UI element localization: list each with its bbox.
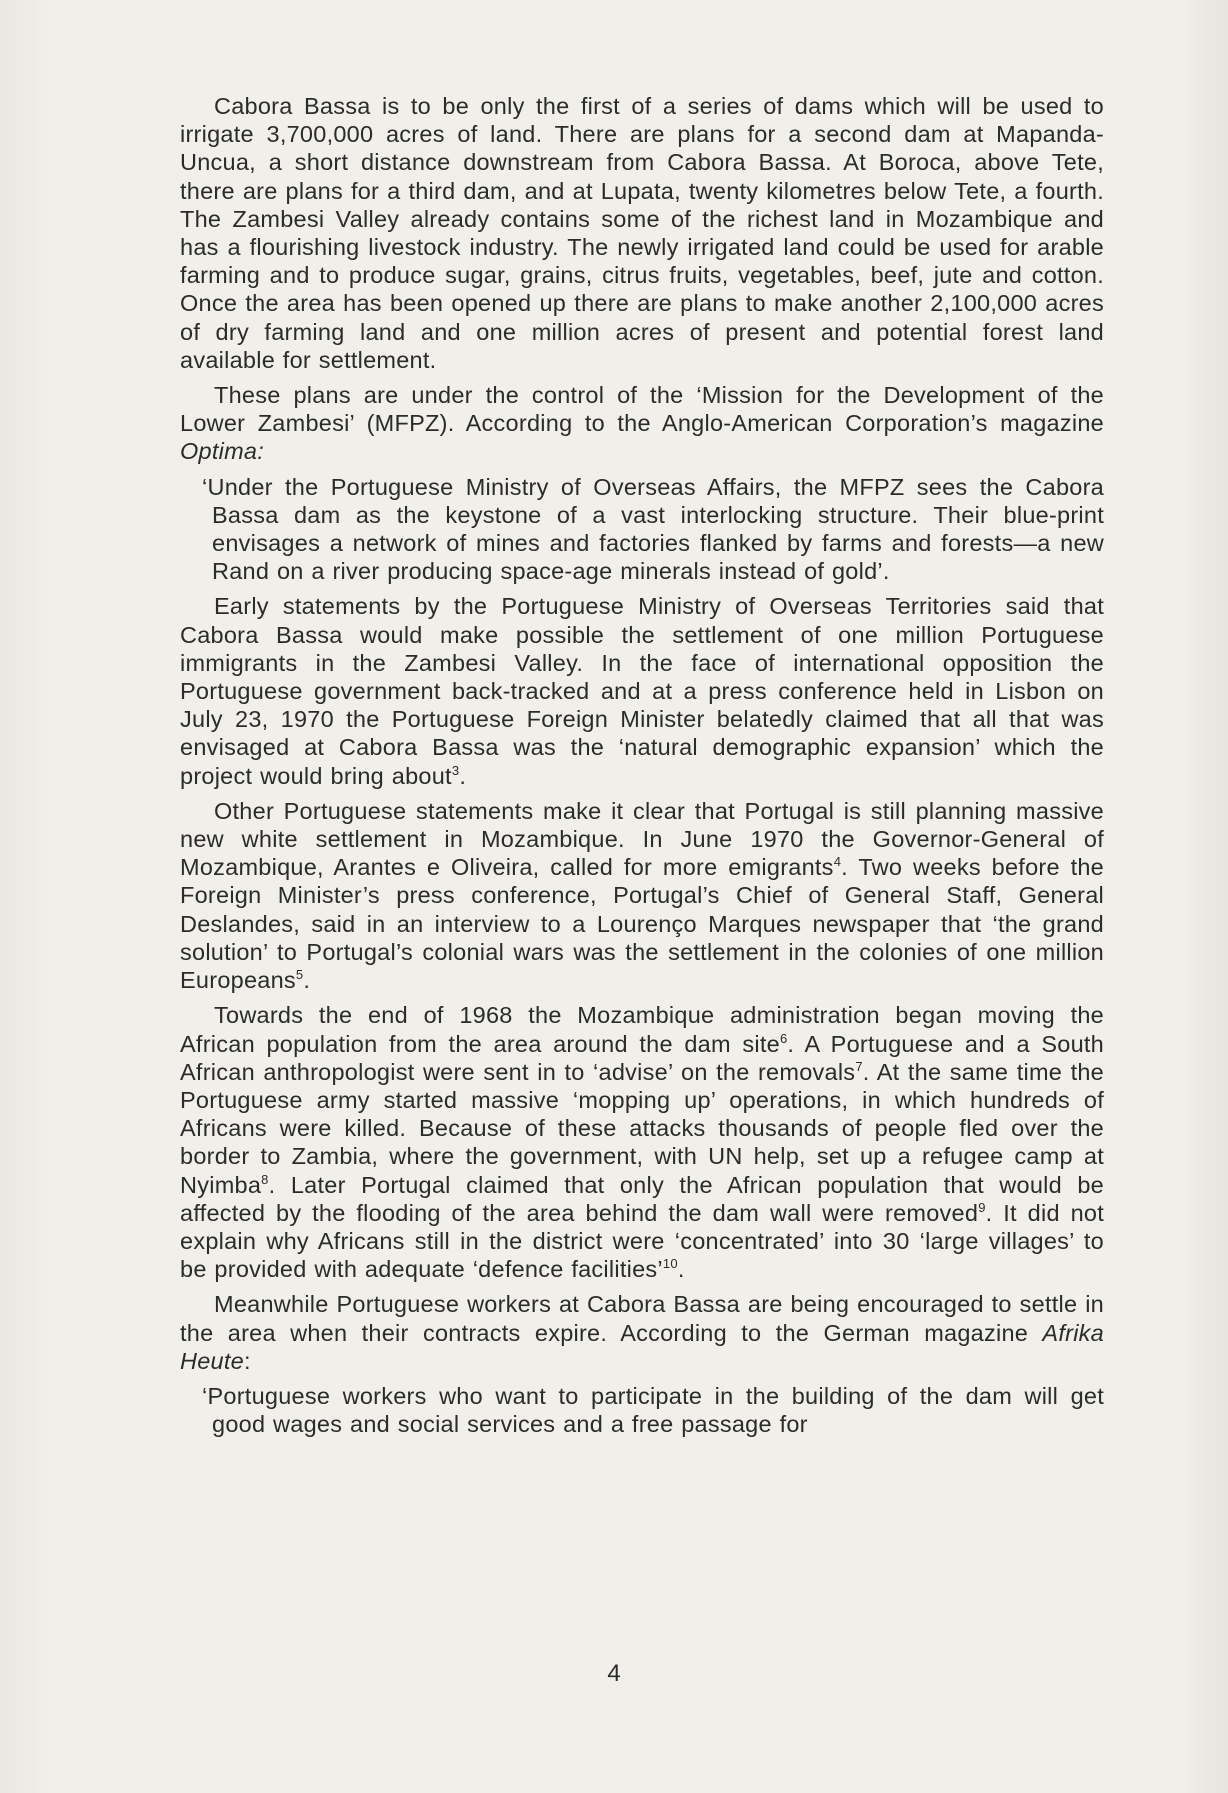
footnote-ref: 9 bbox=[978, 1199, 986, 1215]
paragraph-early-statements bbox=[180, 592, 1104, 789]
footnote-ref: 3 bbox=[451, 762, 460, 778]
page-number: 4 bbox=[607, 1660, 621, 1687]
paragraph-text: : bbox=[243, 1347, 251, 1374]
paragraph-text: . A Portuguese and a South African anthropologist were sent in to ‘advise’ on the removals bbox=[180, 1030, 1104, 1085]
quote-afrika-heute bbox=[202, 1382, 1104, 1438]
paragraph-white-settlement bbox=[180, 797, 1104, 994]
footnote-ref: 6 bbox=[779, 1030, 788, 1046]
magazine-title: Afrika Heute bbox=[180, 1319, 1104, 1374]
body-text bbox=[180, 92, 1104, 1445]
paragraph-text: These plans are under the control of the ‘Mission for the Development of the Lower Zambesi’ (MFPZ). According to the Anglo-American Corporation’s magazine bbox=[180, 382, 1104, 437]
paragraph-text: Cabora Bassa is to be only the first of a series of dams which will be used to irrigate 3,700,000 acres of land. There are plans for a second dam at Mapanda-Uncua, a short distance downstream from Cabora Bassa. At Boroca, above Tete, there are plans for a third dam, and at Lupata, twenty kilometres below Tete, a fourth. The Zambesi Valley already contains some of the richest land in Mozambique and has a flourishing livestock industry. The newly irrigated land could be used for arable farming and to produce sugar, grains, citrus fruits, vegetables, beef, jute and cotton. Once the area has been opened up there are plans to make another 2,100,000 acres of dry farming land and one million acres of present and potential forest land available for settlement. bbox=[180, 93, 1104, 373]
magazine-title: Optima: bbox=[180, 438, 265, 465]
paragraph-text: Early statements by the Portuguese Ministry of Overseas Territories said that Cabora Bassa would make possible the settlement of one million Portuguese immigrants in the Zambesi Valley. In the face of international opposition the Portuguese government back-tracked and at a press conference held in Lisbon on July 23, 1970 the Portuguese Foreign Minister belatedly claimed that all that was envisaged at Cabora Bassa was the ‘natural demographic expansion’ which the project would bring about bbox=[180, 593, 1104, 789]
paragraph-removals bbox=[180, 1001, 1104, 1283]
paragraph-text: Other Portuguese statements make it clear that Portugal is still planning massive new white settlement in Mozambique. In June 1970 the Governor-General of Mozambique, Arantes e Oliveira, called for more emigrants bbox=[180, 797, 1104, 881]
paragraph-workers bbox=[180, 1290, 1104, 1375]
quote-text: ‘Portuguese workers who want to participate in the building of the dam will get good wages and social services and a free passage for bbox=[202, 1382, 1104, 1438]
paragraph-text: . bbox=[677, 1256, 685, 1283]
footnote-ref: 10 bbox=[662, 1256, 678, 1272]
footnote-ref: 4 bbox=[833, 854, 842, 870]
quote-text: ‘Under the Portuguese Ministry of Overseas Affairs, the MFPZ sees the Cabora Bassa dam as the keystone of a vast interlocking structure. Their blue-print envisages a network of mines and factories flanked by farms and forests—a new Rand on a river producing space-age minerals instead of gold’. bbox=[202, 473, 1104, 585]
paragraph-text: . bbox=[459, 762, 467, 789]
paragraph-text: . It did not explain why Africans still in the district were ‘concentrated’ into 30 ‘large villages’ to be provided with adequate ‘defence facilities’ bbox=[180, 1199, 1104, 1283]
paragraph-text: Meanwhile Portuguese workers at Cabora Bassa are being encouraged to settle in the area when their contracts expire. According to the German magazine bbox=[180, 1291, 1104, 1346]
paragraph-text: . At the same time the Portuguese army started massive ‘mopping up’ operations, in which hundreds of Africans were killed. Because of these attacks thousands of people fled over the border to Zambia, where the government, with UN help, set up a refugee camp at Nyimba bbox=[180, 1058, 1104, 1198]
footnote-ref: 7 bbox=[855, 1058, 863, 1074]
quote-optima bbox=[202, 473, 1104, 586]
paragraph-text: Towards the end of 1968 the Mozambique administration began moving the African population from the area around the dam site bbox=[180, 1002, 1104, 1057]
paragraph-text: . bbox=[303, 967, 311, 994]
paragraph-mfpz bbox=[180, 381, 1104, 466]
paragraph-text: . Later Portugal claimed that only the African population that would be affected by the flooding of the area behind the dam wall were removed bbox=[180, 1171, 1104, 1226]
paragraph-text: . Two weeks before the Foreign Minister’s press conference, Portugal’s Chief of General Staff, General Deslandes, said in an interview to a Lourenço Marques newspaper that ‘the grand solution’ to Portugal’s colonial wars was the settlement in the colonies of one million Europeans bbox=[180, 854, 1104, 994]
footnote-ref: 5 bbox=[295, 967, 304, 983]
paragraph-dam-series bbox=[180, 92, 1104, 374]
footnote-ref: 8 bbox=[261, 1171, 269, 1187]
